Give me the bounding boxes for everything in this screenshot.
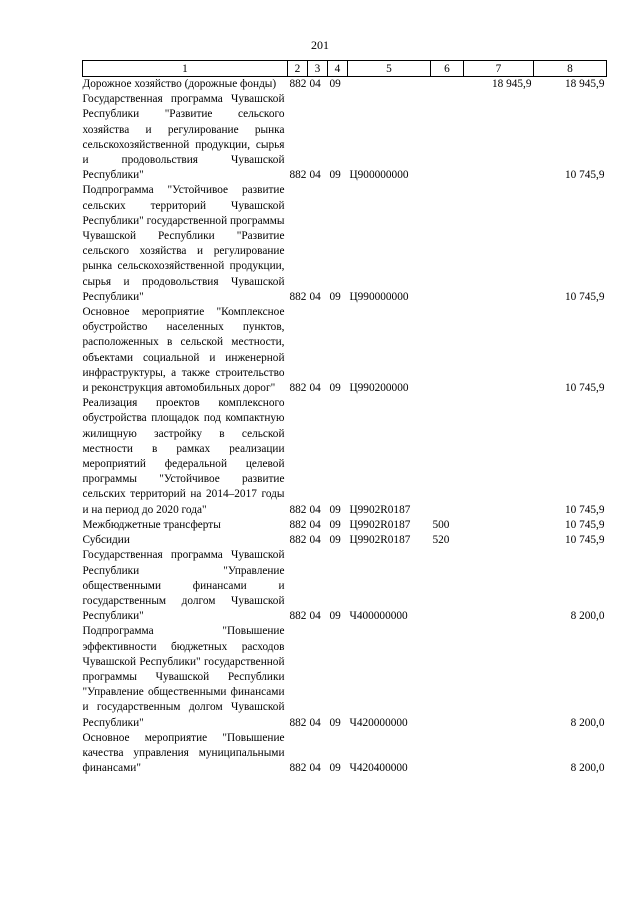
row-subsection-code: 09 <box>329 518 341 531</box>
row-amount-total <box>464 305 534 396</box>
row-subsection-code: 09 <box>329 716 341 729</box>
column-header-4: 4 <box>328 61 348 77</box>
column-header-5: 5 <box>348 61 431 77</box>
row-ministry-code: 882 <box>289 503 307 516</box>
row-ministry-code: 882 <box>289 382 307 395</box>
row-target-article: Ц990200000 <box>349 382 409 395</box>
row-ministry-code: 882 <box>289 518 307 531</box>
row-name: Субсидии <box>82 534 130 547</box>
row-amount: 10 745,9 <box>564 169 605 182</box>
row-target-article: Ц9902R0187 <box>349 503 411 516</box>
column-header-2: 2 <box>288 61 308 77</box>
row-target-article <box>348 77 431 93</box>
row-ministry-code: 882 <box>289 169 307 182</box>
header-row <box>83 61 607 77</box>
row-subsection-code: 09 <box>329 290 341 303</box>
row-name: Основное мероприятие "Комплексное обустройство населенных пунктов, расположенных в сельской местности, объектами социальной и инженерной инфраструктуры, а также строительство и реконструкция автомобильных дорог" <box>82 306 285 395</box>
page-number: 201 <box>311 38 329 52</box>
row-amount: 10 745,9 <box>564 503 605 516</box>
table-row <box>83 77 607 93</box>
row-amount: 10 745,9 <box>564 534 605 547</box>
row-section-code: 04 <box>309 762 321 775</box>
table-row <box>83 305 607 396</box>
row-expense-type <box>431 92 464 183</box>
row-expense-type <box>431 731 464 777</box>
row-amount-total <box>464 92 534 183</box>
row-expense-type <box>431 183 464 305</box>
row-amount-total <box>464 624 534 730</box>
row-expense-type <box>431 396 464 518</box>
row-ministry-code: 882 <box>289 762 307 775</box>
row-section-code: 04 <box>309 716 321 729</box>
row-target-article: Ц990000000 <box>349 290 409 303</box>
column-header-7: 7 <box>464 61 534 77</box>
table-body <box>83 77 607 777</box>
row-amount: 10 745,9 <box>564 518 605 531</box>
row-section-code: 04 <box>309 518 321 531</box>
row-amount-total <box>464 183 534 305</box>
column-header-1: 1 <box>83 61 288 77</box>
row-target-article: Ч420400000 <box>349 762 408 775</box>
table-header <box>83 61 607 77</box>
row-subsection-code: 09 <box>329 503 341 516</box>
table-row <box>83 396 607 518</box>
row-amount-total <box>464 396 534 518</box>
row-amount: 10 745,9 <box>564 290 605 303</box>
row-amount-total <box>464 518 534 533</box>
row-expense-type <box>431 548 464 624</box>
row-expense-type <box>431 305 464 396</box>
row-name: Государственная программа Чувашской Республики "Управление общественными финансами и государственным долгом Чувашской Республики" <box>82 549 285 623</box>
row-name: Реализация проектов комплексного обустройства площадок под компактную жилищную застройку в сельской местности в рамках реализации мероприятий федеральной целевой программы "Устойчивое развитие сельских территорий на 2014–2017 годы и на период до 2020 года" <box>82 397 285 516</box>
row-section-code: 04 <box>309 534 321 547</box>
row-amount: 8 200,0 <box>570 762 605 775</box>
table-row <box>83 92 607 183</box>
column-header-8: 8 <box>534 61 607 77</box>
row-target-article: Ч420000000 <box>349 716 408 729</box>
row-name: Государственная программа Чувашской Республики "Развитие сельского хозяйства и регулирование рынка сельскохозяйственной продукции, сырья и продовольствия Чувашской Республики" <box>82 93 285 182</box>
row-target-article: Ч400000000 <box>349 610 408 623</box>
row-ministry-code: 882 <box>289 534 307 547</box>
column-header-3: 3 <box>308 61 328 77</box>
row-subsection-code: 09 <box>329 382 341 395</box>
row-amount: 8 200,0 <box>570 716 605 729</box>
row-target-article: Ц900000000 <box>349 169 409 182</box>
table-row <box>83 548 607 624</box>
budget-table <box>82 60 607 776</box>
row-name: Подпрограмма "Повышение эффективности бюджетных расходов Чувашской Республики" государственной программы Чувашской Республики "Управление общественными финансами и государственным долгом Чувашской Республики" <box>82 625 285 729</box>
row-ministry-code: 882 <box>289 610 307 623</box>
row-amount: 8 200,0 <box>570 610 605 623</box>
row-expense-type: 520 <box>432 534 450 547</box>
row-ministry-code: 882 <box>289 290 307 303</box>
row-target-article: Ц9902R0187 <box>349 534 411 547</box>
row-amount: 10 745,9 <box>564 382 605 395</box>
row-expense-type <box>431 624 464 730</box>
row-subsection-code: 09 <box>329 610 341 623</box>
row-section-code: 04 <box>309 290 321 303</box>
row-subsection-code: 09 <box>329 169 341 182</box>
row-ministry-code: 882 <box>289 78 307 90</box>
row-expense-type: 500 <box>432 518 450 531</box>
row-section-code: 04 <box>309 169 321 182</box>
row-expense-type <box>431 77 464 93</box>
row-subsection-code: 09 <box>329 78 341 90</box>
row-amount-total: 18 945,9 <box>491 78 532 90</box>
row-amount-total <box>464 548 534 624</box>
row-name: Межбюджетные трансферты <box>82 518 221 531</box>
row-subsection-code: 09 <box>329 534 341 547</box>
row-target-article: Ц9902R0187 <box>349 518 411 531</box>
row-name: Подпрограмма "Устойчивое развитие сельских территорий Чувашской Республики" государственной программы Чувашской Республики "Развитие сельского хозяйства и регулирование рынка сельскохозяйственной продукции, сырья и продовольствия Чувашской Республики" <box>82 184 285 303</box>
table-row <box>83 624 607 730</box>
row-section-code: 04 <box>309 382 321 395</box>
row-name: Дорожное хозяйство (дорожные фонды) <box>82 78 277 90</box>
table-row <box>83 731 607 777</box>
column-header-6: 6 <box>431 61 464 77</box>
row-amount-total <box>464 533 534 548</box>
row-section-code: 04 <box>309 610 321 623</box>
table-row <box>83 518 607 533</box>
row-section-code: 04 <box>309 503 321 516</box>
row-amount: 18 945,9 <box>564 78 605 90</box>
row-name: Основное мероприятие "Повышение качества управления муниципальными финансами" <box>82 731 285 775</box>
table-row <box>83 533 607 548</box>
row-amount-total <box>464 731 534 777</box>
table-row <box>83 183 607 305</box>
row-ministry-code: 882 <box>289 716 307 729</box>
row-subsection-code: 09 <box>329 762 341 775</box>
row-section-code: 04 <box>309 78 321 90</box>
